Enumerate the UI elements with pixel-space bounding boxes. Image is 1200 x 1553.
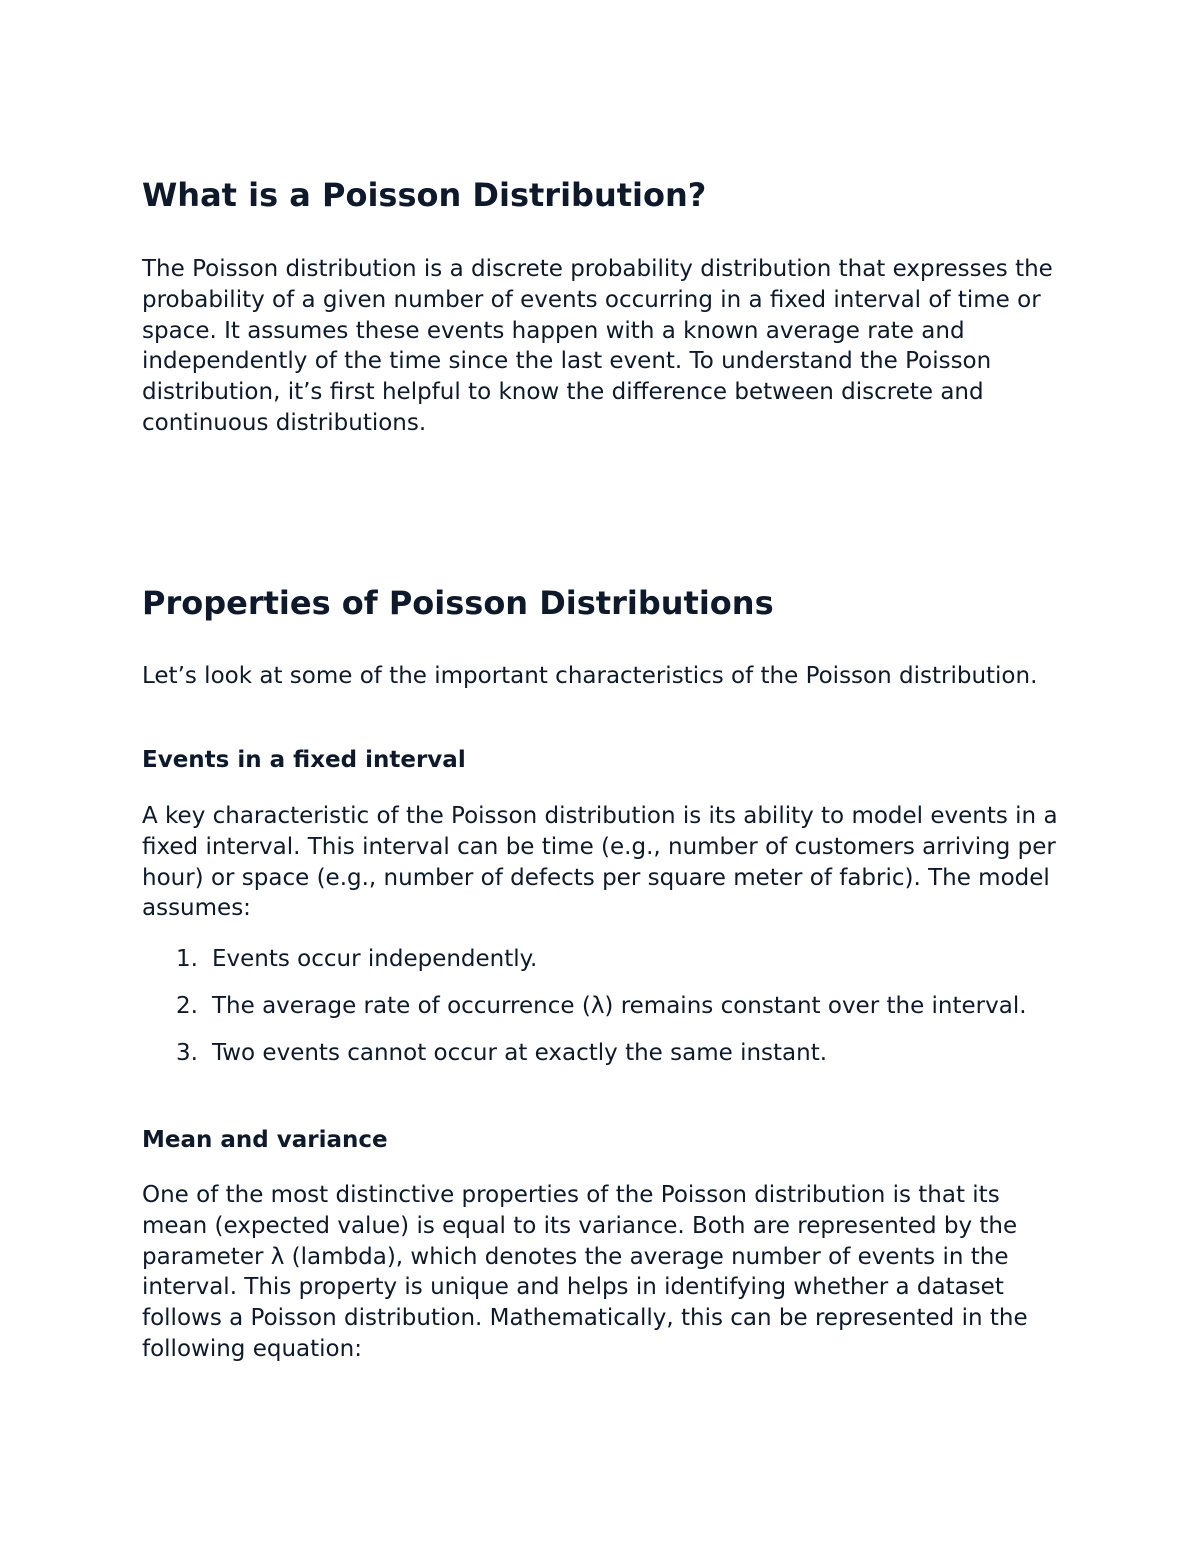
- list-item: [142, 1038, 1072, 1069]
- intro-paragraph: The Poisson distribution is a discrete probability distribution that expresses the probability of a given number of events occurring in a fixed interval of time or space. It assumes these events happen with a known average rate and independently of the time since the last event. To understand the Poisson distribution, it’s first helpful to know the difference between discrete and continuous distributions.: [142, 256, 1053, 436]
- events-paragraph: A key characteristic of the Poisson distribution is its ability to model events in a fixed interval. This interval can be time (e.g., number of customers arriving per hour) or space (e.g., number of defects per square meter of fabric). The model assumes:: [142, 803, 1058, 922]
- section-heading-what-is-poisson: What is a Poisson Distribution?: [142, 176, 707, 214]
- list-item-number: 1.: [176, 946, 198, 972]
- list-item-number: 3.: [176, 1040, 198, 1066]
- list-item-text: The average rate of occurrence (λ) remains constant over the interval.: [212, 993, 1027, 1019]
- section-heading-properties: Properties of Poisson Distributions: [142, 584, 774, 622]
- list-item: [142, 991, 1072, 1022]
- list-item-text: Two events cannot occur at exactly the same instant.: [212, 1040, 828, 1066]
- list-item-text: Events occur independently.: [212, 946, 538, 972]
- list-item-number: 2.: [176, 993, 198, 1019]
- list-item: [142, 944, 1072, 975]
- assumptions-list: [142, 944, 1072, 1085]
- mean-variance-paragraph: One of the most distinctive properties of the Poisson distribution is that its mean (expected value) is equal to its variance. Both are represented by the parameter λ (lambda), which denotes the average number of events in the interval. This property is unique and helps in identifying whether a dataset follows a Poisson distribution. Mathematically, this can be represented in the following equation:: [142, 1182, 1028, 1362]
- subheading-mean-variance: Mean and variance: [142, 1127, 388, 1153]
- subheading-events-fixed-interval: Events in a fixed interval: [142, 747, 466, 773]
- properties-lead-paragraph: Let’s look at some of the important characteristics of the Poisson distribution.: [142, 663, 1038, 689]
